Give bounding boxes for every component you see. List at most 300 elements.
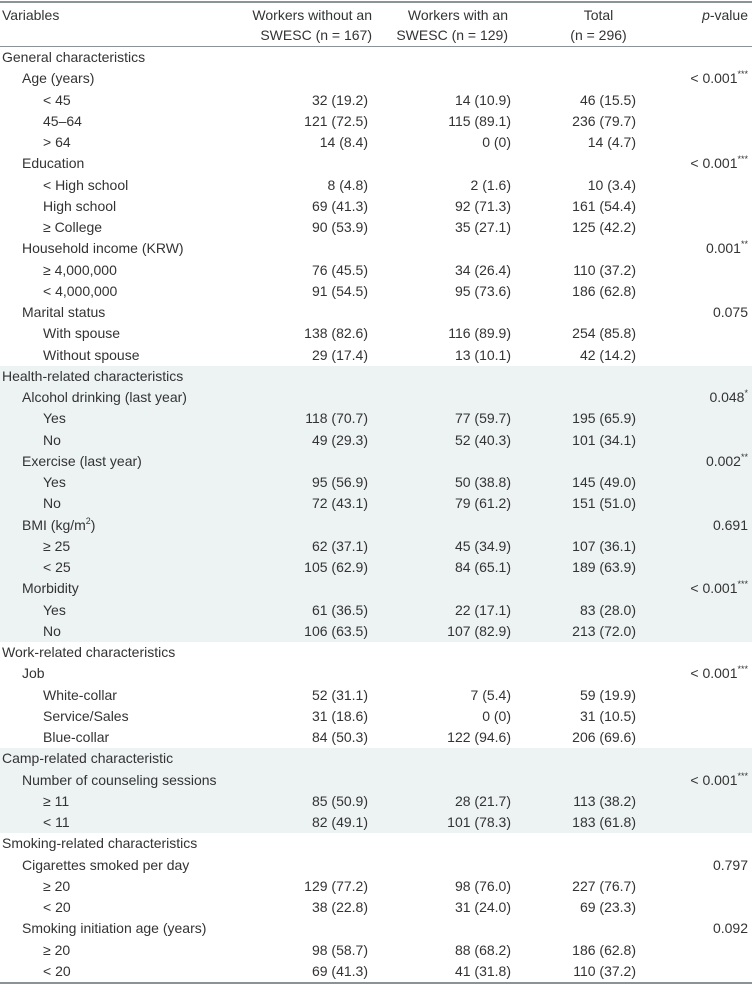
empty-cell [641, 642, 752, 663]
variable-row [0, 663, 752, 684]
empty-cell [516, 238, 641, 259]
header-without-swesc [250, 2, 372, 47]
without-swesc-value: 138 (82.6) [304, 325, 368, 342]
empty-cell [641, 408, 752, 429]
category-label: < 20 [43, 899, 71, 916]
empty-cell [372, 68, 516, 89]
variable-label: Morbidity [22, 580, 79, 597]
category-label: Yes [0, 600, 250, 621]
empty-cell [516, 642, 641, 663]
variable-label: Job [22, 665, 45, 682]
with-swesc-value: 7 (5.4) [470, 686, 511, 703]
header-line: Workers with an [407, 7, 508, 23]
p-value-number: < 0.001 [690, 70, 738, 87]
empty-cell [641, 493, 752, 514]
variable-name [0, 68, 250, 89]
empty-cell [641, 90, 752, 111]
without-swesc-value: 129 (77.2) [304, 877, 368, 894]
with-swesc-value: 115 (89.1) [448, 112, 511, 129]
without-swesc-value: 8 (4.8) [327, 176, 368, 193]
with-swesc-value: 34 (26.4) [454, 261, 511, 278]
without-swesc-value: 76 (45.5) [311, 261, 368, 278]
empty-cell [516, 153, 641, 174]
table-header [0, 2, 752, 47]
table-row [0, 281, 752, 302]
header-line: (n = 296) [570, 27, 627, 43]
category-label: No [0, 493, 250, 514]
section-title: Smoking-related characteristics [2, 835, 198, 852]
empty-cell [641, 472, 752, 493]
with-swesc-value: 52 (40.3) [372, 430, 516, 451]
category-label: High school [43, 197, 117, 214]
significance-marker: ** [740, 451, 748, 462]
empty-cell [641, 366, 752, 387]
with-swesc-value: 107 (82.9) [372, 621, 516, 642]
empty-cell [372, 366, 516, 387]
empty-cell [641, 748, 752, 769]
empty-cell [516, 451, 641, 472]
total-value: 186 (62.8) [572, 282, 636, 299]
table-row [0, 727, 752, 748]
empty-cell [516, 918, 641, 939]
empty-cell [372, 153, 516, 174]
header-line: Total [583, 7, 614, 23]
total-value: 189 (63.9) [516, 557, 641, 578]
empty-cell [641, 430, 752, 451]
with-swesc-value: 88 (68.2) [454, 941, 511, 958]
category-label: ≥ 4,000,000 [43, 261, 117, 278]
empty-cell [372, 387, 516, 408]
empty-cell [250, 770, 372, 791]
variable-label: Marital status [22, 304, 106, 321]
without-swesc-value: 62 (37.1) [250, 536, 372, 557]
with-swesc-value: 13 (10.1) [454, 346, 511, 363]
variable-label: Number of counseling sessions [22, 771, 217, 788]
table-row [0, 897, 752, 918]
variable-row [0, 387, 752, 408]
total-value: 145 (49.0) [516, 472, 641, 493]
significance-marker: *** [737, 664, 748, 675]
category-label: White-collar [43, 686, 117, 703]
empty-cell [250, 748, 372, 769]
section-title: General characteristics [2, 49, 146, 66]
empty-cell [516, 770, 641, 791]
section-title: Camp-related characteristic [0, 748, 250, 769]
empty-cell [641, 706, 752, 727]
section-header-row [0, 366, 752, 387]
p-value-number: 0.048 [709, 389, 745, 406]
category-label: Blue-collar [43, 729, 110, 746]
p-value-number: < 0.001 [690, 665, 738, 682]
table-row [0, 111, 752, 132]
with-swesc-value: 41 (31.8) [454, 962, 511, 979]
category-label: < 4,000,000 [43, 282, 118, 299]
empty-cell [516, 578, 641, 599]
variable-label: Cigarettes smoked per day [22, 856, 190, 873]
variable-row [0, 153, 752, 174]
without-swesc-value: 49 (29.3) [250, 430, 372, 451]
with-swesc-value: 98 (76.0) [454, 877, 511, 894]
without-swesc-value: 106 (63.5) [250, 621, 372, 642]
header-line: Workers without an [252, 7, 372, 23]
empty-cell [641, 260, 752, 281]
without-swesc-value: 52 (31.1) [311, 686, 368, 703]
empty-cell [250, 642, 372, 663]
empty-cell [641, 727, 752, 748]
category-label: > 64 [43, 134, 71, 151]
empty-cell [516, 748, 641, 769]
category-label: Without spouse [43, 346, 140, 363]
table-row [0, 196, 752, 217]
total-value: 213 (72.0) [516, 621, 641, 642]
category-label: Yes [0, 472, 250, 493]
variable-name [0, 451, 250, 472]
category-label: < 20 [43, 962, 71, 979]
p-value [641, 578, 752, 599]
variable-name [0, 302, 250, 323]
significance-marker: *** [737, 579, 748, 590]
with-swesc-value: 50 (38.8) [372, 472, 516, 493]
category-label: Yes [0, 408, 250, 429]
table-row [0, 961, 752, 983]
p-value [641, 451, 752, 472]
table-row [0, 621, 752, 642]
without-swesc-value: 95 (56.9) [250, 472, 372, 493]
variable-row [0, 918, 752, 939]
header-p: p [702, 7, 710, 23]
p-value [641, 855, 752, 876]
variable-label: Age (years) [22, 70, 95, 87]
table-row [0, 940, 752, 961]
variable-row [0, 578, 752, 599]
header-with-swesc [372, 2, 516, 47]
empty-cell [372, 833, 516, 854]
total-value: 46 (15.5) [579, 91, 636, 108]
table-row [0, 706, 752, 727]
variable-label: BMI (kg/m [22, 516, 86, 533]
empty-cell [516, 387, 641, 408]
total-value: 110 (37.2) [573, 962, 636, 979]
total-value: 236 (79.7) [572, 112, 636, 129]
section-header-row [0, 642, 752, 663]
empty-cell [641, 175, 752, 196]
p-value-number: < 0.001 [690, 771, 738, 788]
empty-cell [641, 876, 752, 897]
variable-row [0, 855, 752, 876]
significance-marker: ** [740, 239, 748, 250]
empty-cell [641, 961, 752, 983]
category-label: ≥ 20 [43, 877, 71, 894]
empty-cell [372, 302, 516, 323]
table-body [0, 47, 752, 984]
p-value [641, 515, 752, 536]
p-value-number: 0.075 [712, 304, 748, 321]
empty-cell [641, 111, 752, 132]
p-value [641, 68, 752, 89]
significance-marker: * [744, 388, 748, 399]
variable-label: Household income (KRW) [22, 240, 184, 257]
table-row [0, 791, 752, 812]
empty-cell [372, 515, 516, 536]
table-row [0, 323, 752, 344]
empty-cell [516, 663, 641, 684]
empty-cell [641, 557, 752, 578]
variable-row [0, 302, 752, 323]
empty-cell [372, 663, 516, 684]
header-total [516, 2, 641, 47]
total-value: 195 (65.9) [516, 408, 641, 429]
empty-cell [250, 68, 372, 89]
variable-name [0, 238, 250, 259]
category-label: No [0, 621, 250, 642]
empty-cell [372, 642, 516, 663]
variable-name [0, 153, 250, 174]
empty-cell [516, 515, 641, 536]
with-swesc-value: 45 (34.9) [372, 536, 516, 557]
with-swesc-value: 0 (0) [482, 134, 511, 151]
without-swesc-value: 61 (36.5) [250, 600, 372, 621]
variable-name [0, 770, 250, 791]
total-value: 254 (85.8) [572, 325, 636, 342]
section-header-row [0, 47, 752, 69]
table-row [0, 132, 752, 153]
with-swesc-value: 35 (27.1) [454, 219, 511, 236]
total-value: 69 (23.3) [579, 899, 636, 916]
without-swesc-value: 69 (41.3) [311, 962, 368, 979]
p-value-number: < 0.001 [690, 580, 738, 597]
header-variables: Variables [2, 7, 60, 23]
total-value: 125 (42.2) [572, 219, 636, 236]
empty-cell [641, 196, 752, 217]
variable-label: Alcohol drinking (last year) [22, 389, 187, 406]
with-swesc-value: 22 (17.1) [372, 600, 516, 621]
significance-marker: *** [737, 69, 748, 80]
table-row [0, 493, 752, 514]
empty-cell [641, 281, 752, 302]
p-value-number: 0.002 [705, 452, 741, 469]
category-label: ≥ 25 [0, 536, 250, 557]
total-value: 227 (76.7) [572, 877, 636, 894]
p-value [641, 663, 752, 684]
section-header-row [0, 833, 752, 854]
p-value-number: 0.001 [705, 240, 741, 257]
empty-cell [250, 238, 372, 259]
variable-name [0, 855, 250, 876]
total-value: 107 (36.1) [516, 536, 641, 557]
table-row [0, 600, 752, 621]
p-value-number: 0.797 [712, 856, 748, 873]
empty-cell [641, 47, 752, 69]
total-value: 206 (69.6) [572, 729, 636, 746]
empty-cell [250, 855, 372, 876]
variable-row [0, 238, 752, 259]
empty-cell [250, 387, 372, 408]
without-swesc-value: 90 (53.9) [311, 219, 368, 236]
with-swesc-value: 0 (0) [482, 707, 511, 724]
table-row [0, 876, 752, 897]
category-label: < 45 [43, 91, 71, 108]
category-label: ≥ 20 [43, 941, 71, 958]
empty-cell [250, 451, 372, 472]
table-row [0, 260, 752, 281]
variable-label: Exercise (last year) [22, 452, 142, 469]
total-value: 186 (62.8) [572, 941, 636, 958]
empty-cell [641, 685, 752, 706]
variable-row [0, 68, 752, 89]
with-swesc-value: 95 (73.6) [454, 282, 511, 299]
empty-cell [250, 918, 372, 939]
without-swesc-value: 14 (8.4) [319, 134, 368, 151]
variable-row [0, 451, 752, 472]
significance-marker: *** [737, 770, 748, 781]
variable-name [0, 387, 250, 408]
variable-label: Smoking initiation age (years) [22, 920, 207, 937]
with-swesc-value: 28 (21.7) [372, 791, 516, 812]
total-value: 14 (4.7) [587, 134, 636, 151]
empty-cell [372, 748, 516, 769]
table-row [0, 430, 752, 451]
empty-cell [372, 578, 516, 599]
empty-cell [372, 47, 516, 69]
with-swesc-value: 92 (71.3) [454, 197, 511, 214]
empty-cell [516, 366, 641, 387]
table-row [0, 175, 752, 196]
section-header-row [0, 748, 752, 769]
empty-cell [250, 578, 372, 599]
empty-cell [641, 323, 752, 344]
category-label: < 25 [0, 557, 250, 578]
header-line: SWESC (n = 129) [396, 27, 508, 43]
table-row [0, 408, 752, 429]
total-value: 110 (37.2) [573, 261, 636, 278]
variable-label: Education [22, 155, 85, 172]
without-swesc-value: 85 (50.9) [250, 791, 372, 812]
p-value [641, 238, 752, 259]
variable-name [0, 515, 250, 536]
empty-cell [516, 855, 641, 876]
empty-cell [372, 770, 516, 791]
empty-cell [516, 302, 641, 323]
table-row [0, 472, 752, 493]
empty-cell [516, 68, 641, 89]
with-swesc-value: 101 (78.3) [372, 812, 516, 833]
p-value [641, 770, 752, 791]
empty-cell [641, 600, 752, 621]
category-label: 45–64 [43, 112, 82, 129]
empty-cell [641, 897, 752, 918]
empty-cell [641, 940, 752, 961]
without-swesc-value: 29 (17.4) [311, 346, 368, 363]
without-swesc-value: 84 (50.3) [311, 729, 368, 746]
empty-cell [372, 451, 516, 472]
empty-cell [372, 855, 516, 876]
with-swesc-value: 14 (10.9) [454, 91, 511, 108]
category-label: ≥ College [43, 219, 103, 236]
total-value: 10 (3.4) [587, 176, 636, 193]
total-value: 151 (51.0) [516, 493, 641, 514]
header-line: SWESC (n = 167) [260, 27, 372, 43]
total-value: 31 (10.5) [579, 707, 636, 724]
table-row [0, 685, 752, 706]
with-swesc-value: 116 (89.9) [448, 325, 511, 342]
header-pvalue [641, 2, 752, 47]
p-value [641, 153, 752, 174]
empty-cell [250, 302, 372, 323]
empty-cell [250, 47, 372, 69]
empty-cell [372, 238, 516, 259]
p-value [641, 387, 752, 408]
with-swesc-value: 2 (1.6) [470, 176, 511, 193]
variable-row [0, 770, 752, 791]
table-row [0, 345, 752, 366]
empty-cell [250, 515, 372, 536]
empty-cell [250, 366, 372, 387]
empty-cell [250, 153, 372, 174]
category-label: With spouse [43, 325, 121, 342]
empty-cell [641, 812, 752, 833]
empty-cell [250, 833, 372, 854]
with-swesc-value: 84 (65.1) [372, 557, 516, 578]
without-swesc-value: 98 (58.7) [311, 941, 368, 958]
header-value: -value [709, 7, 748, 23]
variable-name [0, 578, 250, 599]
p-value-number: 0.691 [712, 516, 748, 533]
section-title: Health-related characteristics [0, 366, 250, 387]
without-swesc-value: 38 (22.8) [311, 899, 368, 916]
category-label: ≥ 11 [0, 791, 250, 812]
p-value-number: < 0.001 [690, 155, 738, 172]
variable-name [0, 918, 250, 939]
table-row [0, 557, 752, 578]
category-label: < High school [43, 176, 129, 193]
total-value: 183 (61.8) [516, 812, 641, 833]
table-row [0, 217, 752, 238]
significance-marker: *** [737, 154, 748, 165]
total-value: 42 (14.2) [579, 346, 636, 363]
section-title: Work-related characteristics [2, 644, 176, 661]
variable-row [0, 515, 752, 536]
table-row [0, 812, 752, 833]
empty-cell [250, 663, 372, 684]
total-value: 161 (54.4) [572, 197, 636, 214]
empty-cell [641, 833, 752, 854]
empty-cell [516, 833, 641, 854]
p-value [641, 918, 752, 939]
total-value: 59 (19.9) [579, 686, 636, 703]
empty-cell [372, 918, 516, 939]
empty-cell [516, 47, 641, 69]
with-swesc-value: 31 (24.0) [454, 899, 511, 916]
without-swesc-value: 32 (19.2) [311, 91, 368, 108]
empty-cell [641, 217, 752, 238]
table-row [0, 536, 752, 557]
variable-label-end: ) [90, 516, 96, 533]
superscript: 2 [85, 515, 91, 526]
with-swesc-value: 79 (61.2) [372, 493, 516, 514]
with-swesc-value: 122 (94.6) [447, 729, 511, 746]
empty-cell [641, 791, 752, 812]
without-swesc-value: 118 (70.7) [250, 408, 372, 429]
without-swesc-value: 91 (54.5) [311, 282, 368, 299]
total-value: 83 (28.0) [516, 600, 641, 621]
p-value [641, 302, 752, 323]
total-value: 101 (34.1) [516, 430, 641, 451]
with-swesc-value: 77 (59.7) [372, 408, 516, 429]
empty-cell [641, 345, 752, 366]
table-row [0, 90, 752, 111]
without-swesc-value: 72 (43.1) [250, 493, 372, 514]
empty-cell [641, 132, 752, 153]
